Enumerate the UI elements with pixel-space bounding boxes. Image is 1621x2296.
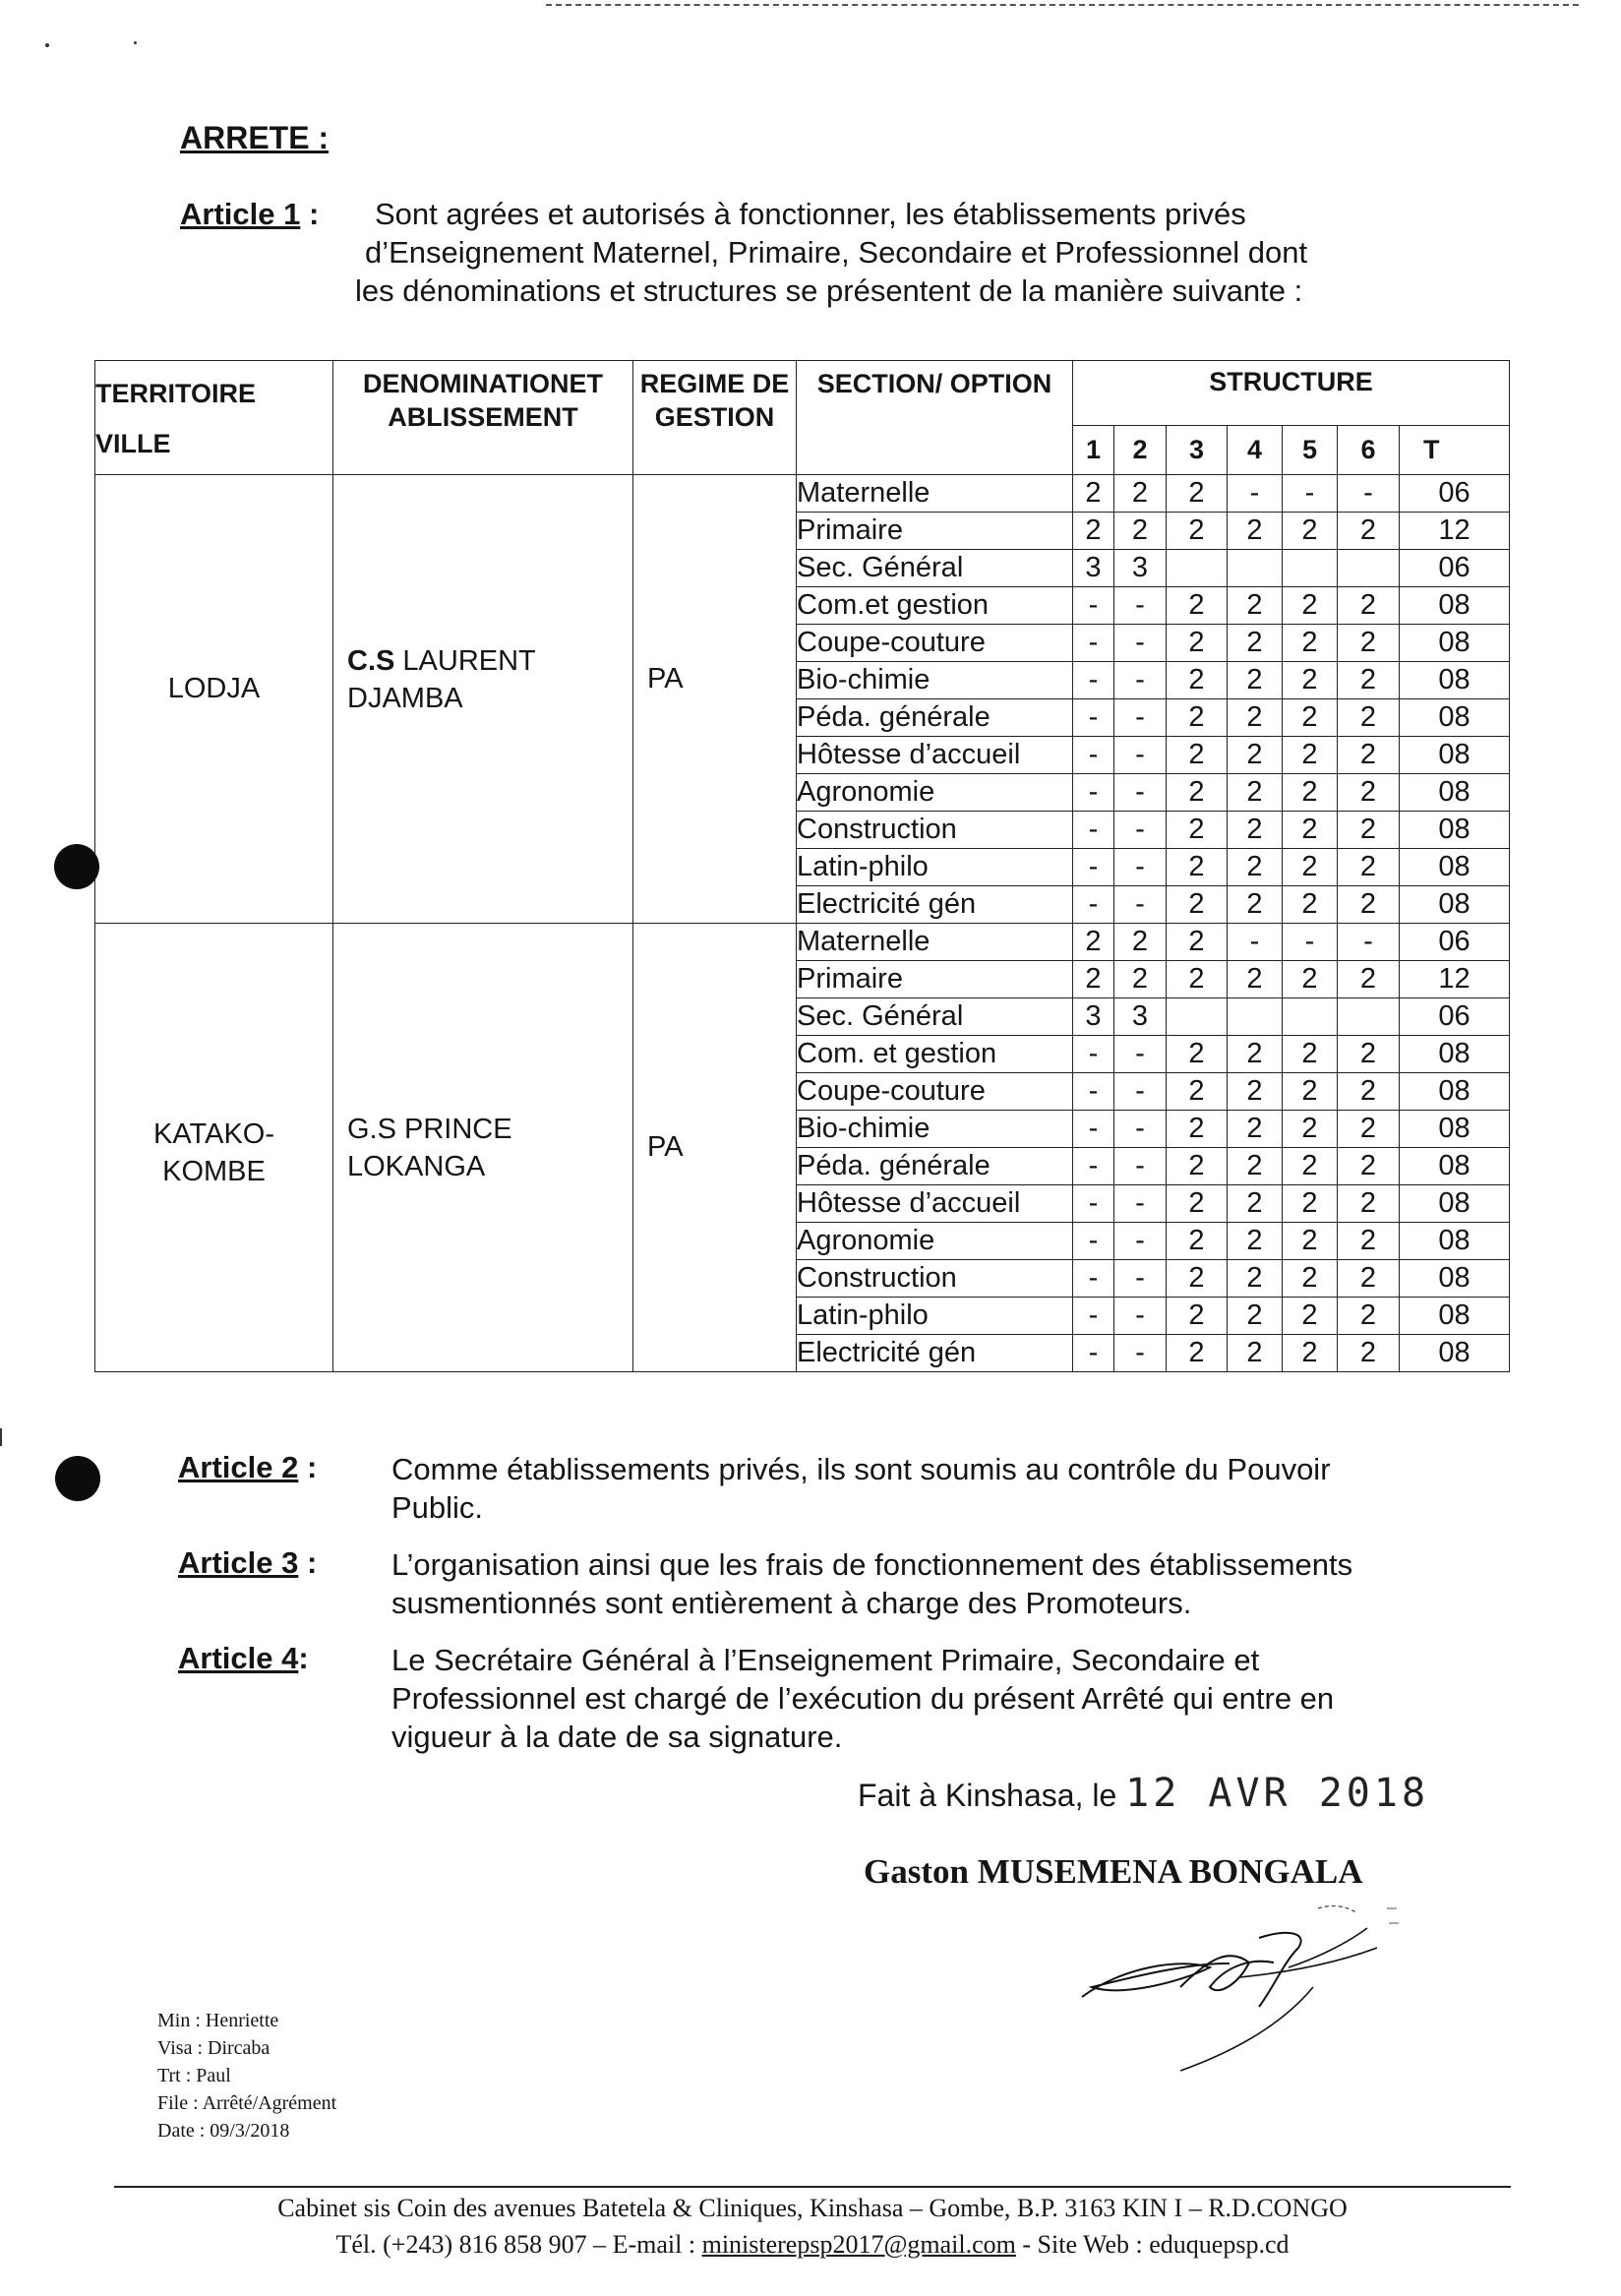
structure-value-cell: 2 <box>1338 513 1400 550</box>
structure-total-cell: 12 <box>1400 961 1510 998</box>
header-col-4: 4 <box>1228 426 1283 475</box>
structure-total-cell: 08 <box>1400 1223 1510 1260</box>
establishment-cell <box>333 924 633 1372</box>
header-col-5: 5 <box>1283 426 1338 475</box>
structure-value-cell: 2 <box>1073 475 1114 513</box>
structure-value-cell: 2 <box>1167 1036 1228 1073</box>
structure-value-cell: 2 <box>1283 625 1338 662</box>
structure-total-cell: 06 <box>1400 475 1510 513</box>
structure-total-cell: 08 <box>1400 699 1510 737</box>
section-option-cell: Péda. générale <box>797 1148 1073 1185</box>
structure-value-cell: 2 <box>1338 886 1400 924</box>
structure-value-cell <box>1283 550 1338 587</box>
establishment-type: C.S <box>347 644 395 677</box>
structure-total-cell: 06 <box>1400 924 1510 961</box>
structure-value-cell: 2 <box>1228 1223 1283 1260</box>
structure-value-cell: 2 <box>1338 587 1400 625</box>
structure-value-cell: - <box>1073 1185 1114 1223</box>
handwritten-signature <box>1062 1869 1456 2095</box>
table-body <box>95 475 1510 1372</box>
signer-name: Gaston MUSEMENA BONGALA <box>864 1852 1363 1891</box>
structure-value-cell: - <box>1073 625 1114 662</box>
structure-value-cell: 2 <box>1228 812 1283 849</box>
structure-value-cell: 2 <box>1338 1148 1400 1185</box>
structure-value-cell: 2 <box>1073 513 1114 550</box>
article-3-text <box>391 1545 1503 1622</box>
section-option-cell: Electricité gén <box>797 1335 1073 1372</box>
structure-total-cell: 08 <box>1400 1298 1510 1335</box>
structure-value-cell: 2 <box>1338 1335 1400 1372</box>
header-col-total: T <box>1400 426 1510 475</box>
structure-value-cell: 2 <box>1073 961 1114 998</box>
top-scan-line <box>546 4 1579 6</box>
structure-total-cell: 08 <box>1400 662 1510 699</box>
article-3-label: Article 3 : <box>178 1545 318 1580</box>
structure-value-cell: 2 <box>1228 587 1283 625</box>
section-option-cell: Bio-chimie <box>797 662 1073 699</box>
structure-value-cell: 2 <box>1338 774 1400 812</box>
structure-total-cell: 08 <box>1400 812 1510 849</box>
section-option-cell: Construction <box>797 1260 1073 1298</box>
punch-hole <box>55 1456 100 1501</box>
date-stamp: 12 AVR 2018 <box>1125 1771 1430 1816</box>
structure-value-cell: 2 <box>1338 1223 1400 1260</box>
article-1-line: les dénominations et structures se présentent de la manière suivante : <box>355 273 1303 308</box>
structure-value-cell: - <box>1073 1298 1114 1335</box>
structure-value-cell: 2 <box>1167 812 1228 849</box>
structure-value-cell: 2 <box>1228 1335 1283 1372</box>
structure-value-cell: 2 <box>1167 475 1228 513</box>
structure-value-cell: - <box>1073 1073 1114 1111</box>
table-row <box>95 924 1510 961</box>
structure-value-cell: - <box>1073 812 1114 849</box>
article-4-line: Le Secrétaire Général à l’Enseignement Primaire, Secondaire et <box>391 1643 1260 1677</box>
structure-value-cell: 2 <box>1167 849 1228 886</box>
structure-value-cell: - <box>1073 1260 1114 1298</box>
structure-value-cell: - <box>1338 475 1400 513</box>
section-option-cell: Hôtesse d’accueil <box>797 1185 1073 1223</box>
structure-value-cell: 2 <box>1228 774 1283 812</box>
section-option-cell: Coupe-couture <box>797 625 1073 662</box>
structure-value-cell: 2 <box>1167 625 1228 662</box>
section-option-cell: Sec. Général <box>797 998 1073 1036</box>
structure-value-cell: 2 <box>1283 587 1338 625</box>
structure-value-cell: 2 <box>1338 737 1400 774</box>
section-option-cell: Péda. générale <box>797 699 1073 737</box>
structure-value-cell: 2 <box>1338 1260 1400 1298</box>
structure-value-cell: 2 <box>1228 1260 1283 1298</box>
header-territoire: TERRITOIRE <box>95 379 257 408</box>
structure-value-cell: 2 <box>1167 737 1228 774</box>
structure-value-cell: 2 <box>1338 625 1400 662</box>
structure-value-cell: 2 <box>1283 1036 1338 1073</box>
header-ville: VILLE <box>95 429 171 458</box>
structure-value-cell: 2 <box>1338 1111 1400 1148</box>
section-option-cell: Maternelle <box>797 924 1073 961</box>
structure-value-cell: 3 <box>1114 998 1167 1036</box>
structure-total-cell: 08 <box>1400 587 1510 625</box>
structure-total-cell: 08 <box>1400 886 1510 924</box>
structure-value-cell: 2 <box>1338 849 1400 886</box>
structure-value-cell: 2 <box>1338 1298 1400 1335</box>
structure-value-cell: 2 <box>1228 1185 1283 1223</box>
article-2-label: Article 2 : <box>178 1450 318 1484</box>
ref-trt: Trt : Paul <box>157 2065 231 2086</box>
structure-value-cell: 2 <box>1167 1185 1228 1223</box>
ref-min: Min : Henriette <box>157 2010 279 2031</box>
structure-value-cell: 3 <box>1073 998 1114 1036</box>
structure-value-cell: 2 <box>1283 737 1338 774</box>
structure-value-cell: 2 <box>1283 849 1338 886</box>
section-option-cell: Com.et gestion <box>797 587 1073 625</box>
section-option-cell: Maternelle <box>797 475 1073 513</box>
structure-value-cell: 2 <box>1073 924 1114 961</box>
structure-value-cell <box>1228 998 1283 1036</box>
structure-value-cell: 2 <box>1167 1223 1228 1260</box>
section-option-cell: Latin-philo <box>797 849 1073 886</box>
structure-value-cell: - <box>1114 1111 1167 1148</box>
structure-value-cell: 2 <box>1167 774 1228 812</box>
structure-value-cell: - <box>1073 587 1114 625</box>
structure-value-cell: 2 <box>1338 699 1400 737</box>
header-col-3: 3 <box>1167 426 1228 475</box>
header-section: SECTION/ OPTION <box>797 361 1073 475</box>
structure-total-cell: 08 <box>1400 849 1510 886</box>
article-1-line: Sont agrées et autorisés à fonctionner, les établissements privés <box>375 197 1246 231</box>
structure-value-cell: - <box>1114 849 1167 886</box>
structure-value-cell: - <box>1114 1298 1167 1335</box>
section-option-cell: Hôtesse d’accueil <box>797 737 1073 774</box>
structure-value-cell: 2 <box>1338 812 1400 849</box>
header-denomination: DENOMINATIONET ABLISSEMENT <box>333 361 633 475</box>
section-option-cell: Primaire <box>797 513 1073 550</box>
structure-value-cell: - <box>1073 737 1114 774</box>
header-regime: REGIME DE GESTION <box>633 361 797 475</box>
structure-value-cell: 3 <box>1073 550 1114 587</box>
header-structure: STRUCTURE <box>1073 361 1510 426</box>
structure-value-cell: 2 <box>1228 699 1283 737</box>
structure-value-cell <box>1167 550 1228 587</box>
structure-value-cell: - <box>1114 699 1167 737</box>
structure-total-cell: 08 <box>1400 1185 1510 1223</box>
structure-value-cell: 2 <box>1228 1036 1283 1073</box>
article-4-text <box>391 1641 1503 1756</box>
structure-value-cell: - <box>1114 1335 1167 1372</box>
structure-value-cell: 2 <box>1283 812 1338 849</box>
article-2-line: Comme établissements privés, ils sont soumis au contrôle du Pouvoir <box>391 1452 1331 1486</box>
section-option-cell: Coupe-couture <box>797 1073 1073 1111</box>
structure-value-cell: 2 <box>1167 1335 1228 1372</box>
structure-value-cell: - <box>1073 1111 1114 1148</box>
footer-address: Cabinet sis Coin des avenues Batetela & Cliniques, Kinshasa – Gombe, B.P. 3163 KIN I – R.D.CONGO <box>277 2194 1348 2222</box>
structure-value-cell: 2 <box>1167 924 1228 961</box>
structure-value-cell: 2 <box>1228 849 1283 886</box>
structure-value-cell: - <box>1073 699 1114 737</box>
structure-value-cell: 2 <box>1228 1298 1283 1335</box>
structure-value-cell <box>1228 550 1283 587</box>
structure-value-cell: 2 <box>1283 886 1338 924</box>
footer-rule <box>114 2186 1511 2188</box>
footer-website: - Site Web : eduquepsp.cd <box>1015 2230 1290 2259</box>
structure-value-cell: 2 <box>1283 1185 1338 1223</box>
structure-value-cell: 2 <box>1228 1111 1283 1148</box>
regime-cell: PA <box>633 924 797 1372</box>
structure-value-cell <box>1338 998 1400 1036</box>
structure-value-cell: - <box>1073 1223 1114 1260</box>
structure-value-cell: 2 <box>1228 513 1283 550</box>
article-4-label: Article 4: <box>178 1641 309 1675</box>
scan-mark <box>0 1428 2 1446</box>
structure-value-cell: 2 <box>1167 1073 1228 1111</box>
structure-value-cell: 2 <box>1283 699 1338 737</box>
establishment-name: LAURENT DJAMBA <box>347 644 536 714</box>
structure-value-cell: - <box>1114 1148 1167 1185</box>
structure-total-cell: 08 <box>1400 774 1510 812</box>
ref-visa: Visa : Dircaba <box>157 2037 270 2059</box>
establishment-name: G.S PRINCE LOKANGA <box>347 1113 512 1182</box>
article-4-line: Professionnel est chargé de l’exécution du présent Arrêté qui entre en <box>391 1681 1335 1716</box>
structure-total-cell: 08 <box>1400 1335 1510 1372</box>
section-option-cell: Com. et gestion <box>797 1036 1073 1073</box>
structure-value-cell: - <box>1283 475 1338 513</box>
article-3-line: L’organisation ainsi que les frais de fonctionnement des établissements <box>391 1547 1353 1582</box>
structure-value-cell: 2 <box>1114 961 1167 998</box>
structure-value-cell: - <box>1114 1223 1167 1260</box>
structure-value-cell: - <box>1283 924 1338 961</box>
structure-value-cell: 2 <box>1114 924 1167 961</box>
structure-total-cell: 08 <box>1400 1260 1510 1298</box>
structure-value-cell: 2 <box>1228 1073 1283 1111</box>
article-1-text <box>349 195 1411 310</box>
structure-value-cell: 2 <box>1283 1111 1338 1148</box>
structure-total-cell: 08 <box>1400 1111 1510 1148</box>
regime-cell: PA <box>633 475 797 924</box>
article-1-label: Article 1 : <box>180 197 320 231</box>
structure-value-cell: 2 <box>1338 1073 1400 1111</box>
structure-value-cell: - <box>1073 1148 1114 1185</box>
section-option-cell: Sec. Général <box>797 550 1073 587</box>
structure-value-cell: - <box>1114 625 1167 662</box>
structure-value-cell: 2 <box>1167 1260 1228 1298</box>
structure-value-cell: 2 <box>1167 662 1228 699</box>
structure-value-cell <box>1167 998 1228 1036</box>
structure-value-cell <box>1338 550 1400 587</box>
structure-value-cell: 2 <box>1338 662 1400 699</box>
structure-value-cell: 2 <box>1167 513 1228 550</box>
header-col-2: 2 <box>1114 426 1167 475</box>
structure-value-cell: 2 <box>1338 961 1400 998</box>
header-col-6: 6 <box>1338 426 1400 475</box>
structure-total-cell: 08 <box>1400 737 1510 774</box>
section-option-cell: Construction <box>797 812 1073 849</box>
structure-value-cell: 2 <box>1338 1036 1400 1073</box>
structure-value-cell: 2 <box>1167 587 1228 625</box>
article-4-line: vigueur à la date de sa signature. <box>391 1720 843 1754</box>
section-option-cell: Bio-chimie <box>797 1111 1073 1148</box>
footer-email-link[interactable]: ministerepsp2017@gmail.com <box>701 2230 1016 2259</box>
punch-hole <box>54 844 99 889</box>
scan-speck <box>45 43 49 47</box>
structure-value-cell: 2 <box>1228 1148 1283 1185</box>
article-3-line: susmentionnés sont entièrement à charge des Promoteurs. <box>391 1586 1192 1620</box>
decree-heading: ARRETE : <box>180 120 330 155</box>
structure-value-cell: - <box>1073 774 1114 812</box>
section-option-cell: Primaire <box>797 961 1073 998</box>
article-1-line: d’Enseignement Maternel, Primaire, Secondaire et Professionnel dont <box>365 235 1308 270</box>
structure-value-cell: 2 <box>1167 961 1228 998</box>
structure-value-cell: 2 <box>1283 961 1338 998</box>
structure-value-cell: 2 <box>1283 1335 1338 1372</box>
structure-value-cell: - <box>1114 662 1167 699</box>
structure-value-cell: - <box>1114 886 1167 924</box>
structure-value-cell: 2 <box>1338 1185 1400 1223</box>
structure-value-cell: 2 <box>1283 513 1338 550</box>
table-row <box>95 475 1510 513</box>
structure-value-cell: 2 <box>1283 1223 1338 1260</box>
structure-value-cell <box>1283 998 1338 1036</box>
structure-total-cell: 12 <box>1400 513 1510 550</box>
structure-value-cell: - <box>1114 1073 1167 1111</box>
signature-place: Fait à Kinshasa, le <box>858 1778 1117 1813</box>
ref-date: Date : 09/3/2018 <box>157 2120 290 2142</box>
structure-value-cell: 2 <box>1283 774 1338 812</box>
ville-cell: LODJA <box>95 475 333 924</box>
structure-value-cell: 2 <box>1167 1111 1228 1148</box>
structure-total-cell: 08 <box>1400 1036 1510 1073</box>
structure-total-cell: 06 <box>1400 550 1510 587</box>
footer <box>114 2190 1511 2263</box>
establishment-cell <box>333 475 633 924</box>
structure-value-cell: - <box>1073 1036 1114 1073</box>
section-option-cell: Agronomie <box>797 774 1073 812</box>
header-territoire-ville <box>95 361 333 475</box>
structure-value-cell: 2 <box>1228 961 1283 998</box>
structure-value-cell: - <box>1114 774 1167 812</box>
signature-place-date <box>858 1771 1429 1816</box>
ville-cell: KATAKO- KOMBE <box>95 924 333 1372</box>
structure-value-cell: - <box>1228 475 1283 513</box>
structure-value-cell: 2 <box>1167 1148 1228 1185</box>
footer-contact <box>114 2226 1511 2263</box>
structure-total-cell: 08 <box>1400 625 1510 662</box>
structure-value-cell: - <box>1114 1260 1167 1298</box>
structure-value-cell: 3 <box>1114 550 1167 587</box>
structure-value-cell: 2 <box>1114 513 1167 550</box>
ref-file: File : Arrêté/Agrément <box>157 2092 337 2114</box>
structure-total-cell: 06 <box>1400 998 1510 1036</box>
structure-value-cell: 2 <box>1283 1260 1338 1298</box>
article-2-text <box>391 1450 1503 1527</box>
structure-value-cell: - <box>1073 886 1114 924</box>
structure-value-cell: 2 <box>1114 475 1167 513</box>
structure-table <box>94 360 1510 1372</box>
section-option-cell: Electricité gén <box>797 886 1073 924</box>
structure-value-cell: 2 <box>1167 1298 1228 1335</box>
structure-value-cell: 2 <box>1167 886 1228 924</box>
header-col-1: 1 <box>1073 426 1114 475</box>
structure-value-cell: 2 <box>1228 625 1283 662</box>
structure-value-cell: - <box>1114 1036 1167 1073</box>
structure-value-cell: - <box>1114 1185 1167 1223</box>
article-2-line: Public. <box>391 1490 484 1525</box>
structure-value-cell: - <box>1114 587 1167 625</box>
structure-value-cell: - <box>1114 812 1167 849</box>
structure-value-cell: 2 <box>1283 1073 1338 1111</box>
structure-value-cell: 2 <box>1167 699 1228 737</box>
structure-value-cell: - <box>1114 737 1167 774</box>
structure-value-cell: 2 <box>1283 1298 1338 1335</box>
structure-value-cell: 2 <box>1228 886 1283 924</box>
section-option-cell: Agronomie <box>797 1223 1073 1260</box>
structure-value-cell: - <box>1073 1335 1114 1372</box>
structure-value-cell: 2 <box>1283 662 1338 699</box>
section-option-cell: Latin-philo <box>797 1298 1073 1335</box>
structure-value-cell: - <box>1228 924 1283 961</box>
reference-block <box>157 2007 336 2145</box>
structure-value-cell: 2 <box>1228 737 1283 774</box>
structure-total-cell: 08 <box>1400 1148 1510 1185</box>
footer-phone: Tél. (+243) 816 858 907 – E-mail : <box>335 2230 702 2259</box>
structure-value-cell: - <box>1338 924 1400 961</box>
scan-speck <box>134 41 137 44</box>
structure-value-cell: 2 <box>1228 662 1283 699</box>
structure-value-cell: - <box>1073 662 1114 699</box>
structure-total-cell: 08 <box>1400 1073 1510 1111</box>
structure-value-cell: - <box>1073 849 1114 886</box>
structure-value-cell: 2 <box>1283 1148 1338 1185</box>
